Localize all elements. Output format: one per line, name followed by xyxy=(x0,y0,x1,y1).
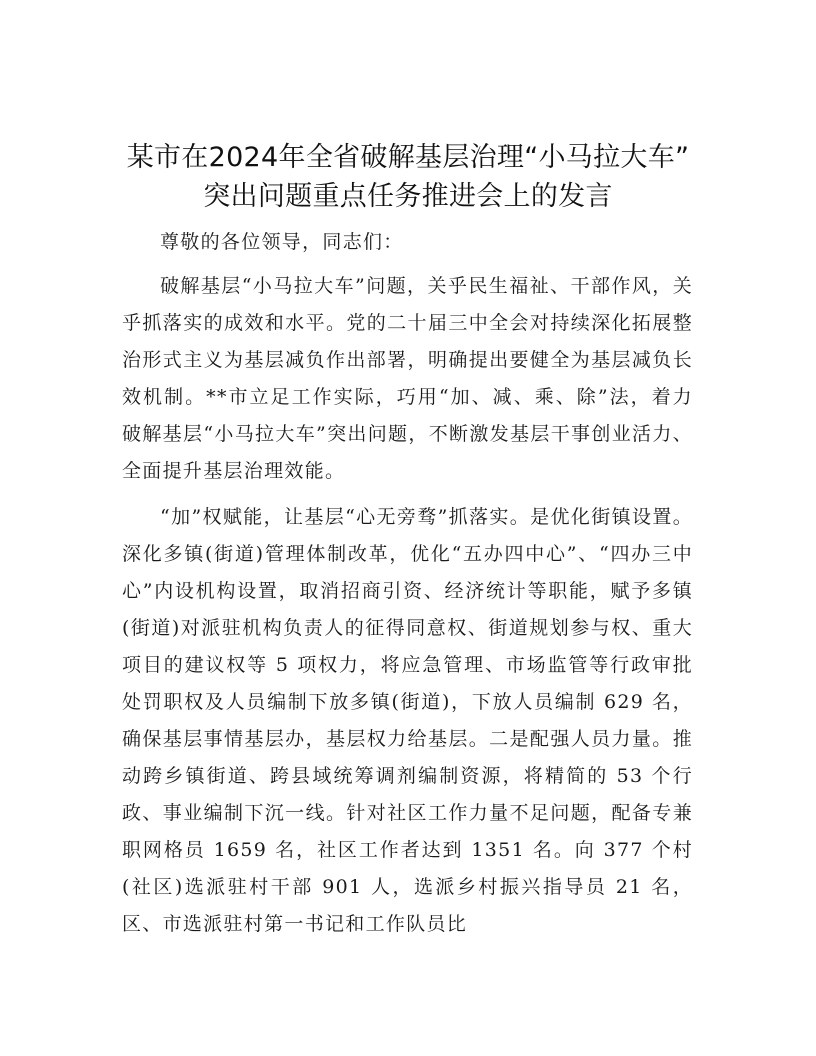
body-paragraph: “加”权赋能，让基层“心无旁骛”抓落实。是优化街镇设置。深化多镇(街道)管理体制改革，优化“五办四中心”、“四办三中心”内设机构设置，取消招商引资、经济统计等职能，赋予多镇(街道)对派驻机构负责人的征得同意权、街道规划参与权、重大项目的建议权等 5 项权力，将应急管理、市场监管等行政审批处罚职权及人员编制下放多镇(街道)，下放人员编制 629 名，确保基层事情基层办，基层权力给基层。二是配强人员力量。推动跨乡镇街道、跨县域统筹调剂编制资源，将精简的 53 个行政、事业编制下沉一线。针对社区工作力量不足问题，配备专兼职网格员 1659 名，社区工作者达到 1351 名。向 377 个村(社区)选派驻村干部 901 人，选派乡村振兴指导员 21 名，区、市选派驻村第一书记和工作队员比 xyxy=(122,506,693,935)
title-line-2: 突出问题重点任务推进会上的发言 xyxy=(203,181,613,212)
intro-paragraph: 破解基层“小马拉大车”问题，关乎民生福祉、干部作风，关乎抓落实的成效和水平。党的二十届三中全会对持续深化拓展整治形式主义为基层减负作出部署，明确提出要健全为基层减负长效机制。**市立足工作实际，巧用“加、减、乘、除”法，着力破解基层“小马拉大车”突出问题，不断激发基层干事创业活力、全面提升基层治理效能。 xyxy=(122,275,693,482)
title-line-1: 某市在2024年全省破解基层治理“小马拉大车” xyxy=(126,142,690,173)
salutation-paragraph: 尊敬的各位领导，同志们： xyxy=(160,231,404,253)
document-body xyxy=(122,224,693,943)
document-title xyxy=(100,138,716,216)
